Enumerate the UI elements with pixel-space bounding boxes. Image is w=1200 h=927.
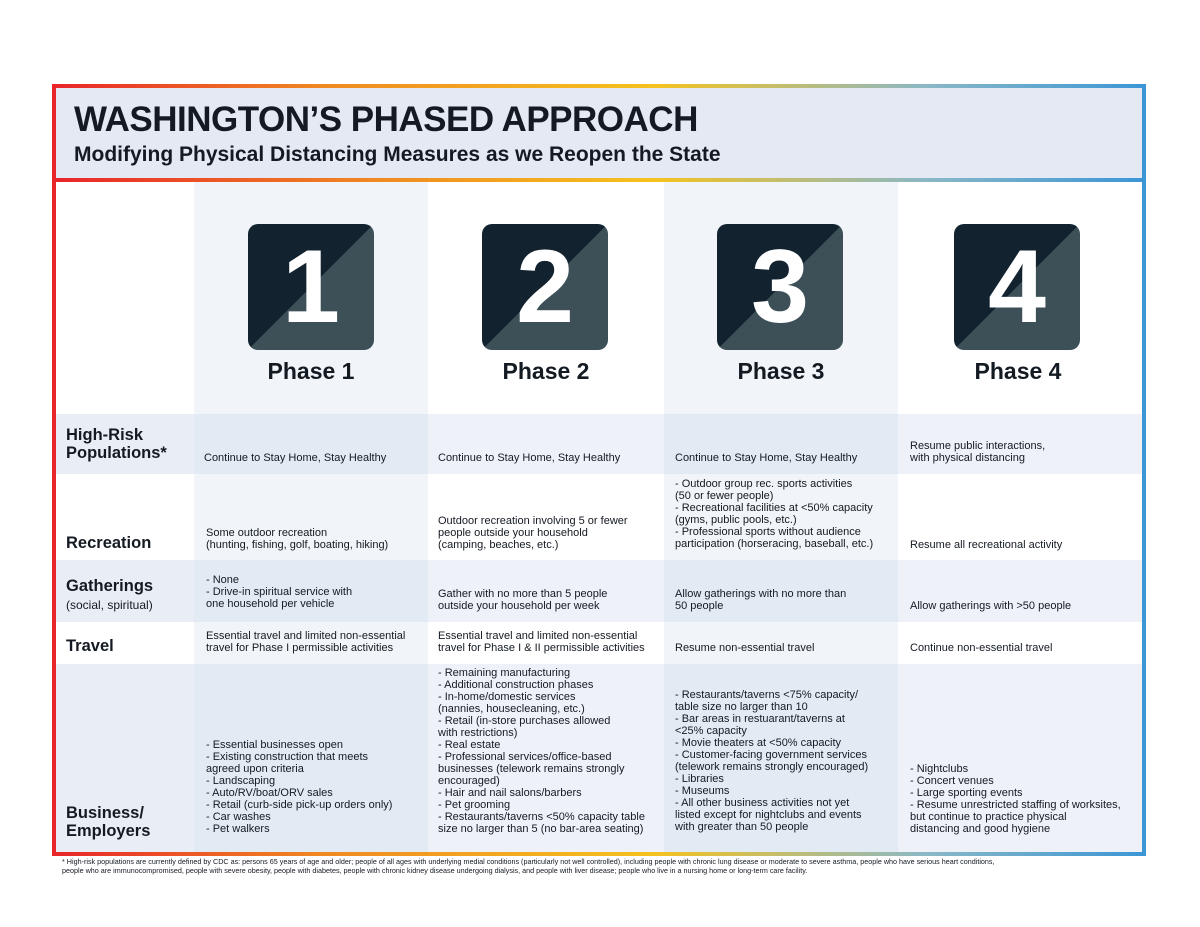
row-label-travel: Travel [66, 637, 114, 655]
cell-travel-phase-4: Continue non-essential travel [910, 642, 1053, 654]
cell-recreation-phase-2: Outdoor recreation involving 5 or fewer people outside your household (camping, beaches, etc.) [438, 515, 628, 551]
footnote-line-2: people who are immunocompromised, people with severe obesity, people with diabetes, people with chronic kidney disease undergoing dialysis, and people with liver disease; people who live in a nursing home or long-term care facility. [62, 866, 808, 875]
cell-recreation-phase-1: Some outdoor recreation (hunting, fishing, golf, boating, hiking) [206, 527, 389, 551]
cell-travel-phase-1: Essential travel and limited non-essential travel for Phase I permissible activities [206, 630, 406, 654]
phase-table [56, 182, 1142, 852]
phase-3-label: Phase 3 [737, 358, 825, 384]
cell-gatherings-phase-4: Allow gatherings with >50 people [910, 600, 1072, 612]
phase-3-badge [717, 224, 843, 350]
phase-4-badge [954, 224, 1080, 350]
cell-business-phase-4: - Nightclubs - Concert venues - Large sporting events - Resume unrestricted staffing of worksites, but continue to practice physical distancing and good hygiene [910, 763, 1121, 835]
cell-high-risk-phase-2: Continue to Stay Home, Stay Healthy [438, 452, 621, 464]
cell-high-risk-phase-4: Resume public interactions, with physical distancing [910, 440, 1046, 464]
header-banner [56, 88, 1142, 182]
row-label-gatherings-title: Gatherings [66, 577, 154, 595]
cell-business-phase-3: - Restaurants/taverns <75% capacity/ table size no larger than 10 - Bar areas in restuarant/taverns at <25% capacity - Movie theaters at <50% capacity - Customer-facing government services (telework remains strongly encouraged) - Libraries - Museums - All other business activities not yet listed except for nightclubs and events with greater than 50 people [675, 689, 869, 833]
infographic-frame [52, 84, 1146, 856]
phase-2-badge [482, 224, 608, 350]
phase-2-label: Phase 2 [502, 358, 590, 384]
cell-gatherings-phase-2: Gather with no more than 5 people outside your household per week [438, 588, 608, 612]
cell-travel-phase-2: Essential travel and limited non-essential travel for Phase I & II permissible activities [438, 630, 645, 654]
cell-travel-phase-3: Resume non-essential travel [675, 642, 815, 654]
phase-3-number: 3 [751, 229, 809, 345]
phase-2-number: 2 [516, 229, 574, 345]
footnote [62, 857, 1152, 875]
cell-gatherings-phase-1: - None - Drive-in spiritual service with one household per vehicle [206, 574, 353, 610]
page-title: WASHINGTON’S PHASED APPROACH [74, 100, 698, 139]
phase-1-number: 1 [282, 229, 340, 345]
row-label-high-risk: High-Risk Populations* [66, 426, 167, 462]
row-label-recreation: Recreation [66, 534, 152, 552]
cell-high-risk-phase-3: Continue to Stay Home, Stay Healthy [675, 452, 858, 464]
cell-business-phase-1: - Essential businesses open - Existing construction that meets agreed upon criteria - Landscaping - Auto/RV/boat/ORV sales - Retail (curb-side pick-up orders only) - Car washes - Pet walkers [206, 739, 393, 835]
cell-recreation-phase-3: - Outdoor group rec. sports activities (50 or fewer people) - Recreational facilities at <50% capacity (gyms, public pools, etc.) - Professional sports without audience participation (horseracing, baseball, etc.) [675, 478, 874, 550]
phase-4-number: 4 [988, 229, 1046, 345]
row-label-business: Business/ Employers [66, 804, 151, 840]
phase-1-label: Phase 1 [267, 358, 355, 384]
page-subtitle: Modifying Physical Distancing Measures as we Reopen the State [74, 143, 721, 166]
row-label-gatherings-sub: (social, spiritual) [66, 598, 153, 612]
cell-high-risk-phase-1: Continue to Stay Home, Stay Healthy [204, 452, 387, 464]
cell-business-phase-2: - Remaining manufacturing - Additional construction phases - In-home/domestic services (nannies, housecleaning, etc.) - Retail (in-store purchases allowed with restrictions) - Real estate - Professional services/office-based businesses (telework remains strongly encouraged) - Hair and nail salons/barbers - Pet grooming - Restaurants/taverns <50% capacity table size no larger than 5 (no bar-area seating) [438, 667, 645, 835]
cell-gatherings-phase-3: Allow gatherings with no more than 50 people [675, 588, 847, 612]
phase-4-label: Phase 4 [974, 358, 1062, 384]
footnote-line-1: * High-risk populations are currently defined by CDC as: persons 65 years of age and older; people of all ages with underlying medial conditions (particularly not well controlled), including people with chronic lung disease or moderate to severe asthma, people who have serious heart conditions, [62, 857, 995, 866]
phase-1-badge [248, 224, 374, 350]
row-label-gatherings [66, 577, 153, 614]
cell-recreation-phase-4: Resume all recreational activity [910, 539, 1063, 551]
